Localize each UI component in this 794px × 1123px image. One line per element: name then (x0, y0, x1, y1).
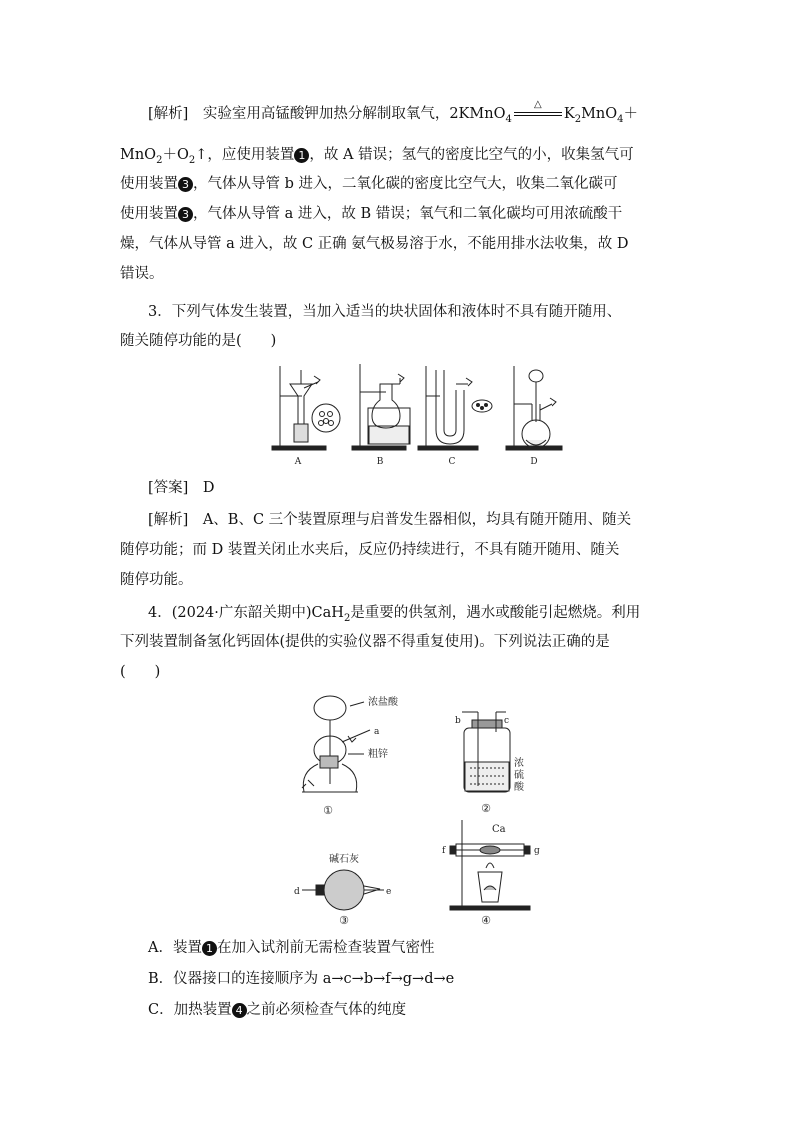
apparatus-label-c: C (448, 457, 456, 467)
question-3-apparatus-figure (268, 360, 568, 470)
circled-number: 3 (178, 177, 193, 192)
question-4-line-1: 4．(2024·广东韶关期中)CaH$_2$是重要的供氢剂，遇水或酸能引起燃烧。利用 (148, 605, 641, 624)
analysis-3-line-3: 随停功能。 (120, 572, 193, 588)
label-device-4: ④ (481, 914, 491, 927)
label-a: a (374, 727, 380, 737)
apparatus-c (418, 366, 492, 450)
apparatus-label-d: D (530, 457, 538, 467)
question-3-line-2: 随关随停功能的是( ) (120, 333, 277, 349)
apparatus-b (352, 364, 410, 450)
label-f: f (442, 846, 446, 856)
circled-number: 1 (294, 148, 309, 163)
device-2-wash-bottle (462, 712, 510, 792)
label-e: e (386, 887, 392, 897)
analysis-1-line-1: [解析] 实验室用高锰酸钾加热分解制取氧气，2KMnO$_4$ △ $K_2MnO_4+$ (148, 99, 639, 125)
analysis-1-line-3: 使用装置 3 ，气体从导管 b 进入，二氧化碳的密度比空气大，收集二氧化碳可 (120, 176, 618, 192)
apparatus-a (272, 366, 340, 450)
label-device-1: ① (323, 804, 333, 817)
label-lime: 碱石灰 (329, 854, 359, 865)
circled-number: 3 (178, 207, 193, 222)
question-4-line-3: ( ) (120, 664, 161, 680)
device-4-heated-tube (450, 820, 530, 910)
label-device-3: ③ (339, 914, 349, 927)
apparatus-label-b: B (376, 457, 384, 467)
apparatus-d (506, 366, 562, 450)
question-3-line-1: 3．下列气体发生装置，当加入适当的块状固体和液体时不具有随开随用、 (148, 304, 622, 320)
question-4-apparatus-figure (290, 692, 550, 928)
label-acid-1: 浓 (514, 758, 524, 769)
analysis-1-line-4: 使用装置 3 ，气体从导管 a 进入，故 B 错误；氧气和二氧化碳均可用浓硫酸干 (120, 206, 623, 222)
label-g: g (534, 846, 540, 856)
heating-equals-sign: △ (514, 107, 562, 121)
label-device-2: ② (481, 802, 491, 815)
question-4-line-2: 下列装置制备氢化钙固体(提供的实验仪器不得重复使用)。下列说法正确的是 (120, 634, 610, 650)
label-acid-2: 硫 (514, 770, 524, 781)
label-b: b (455, 716, 461, 726)
label-ca: Ca (492, 824, 506, 835)
label-zn: 粗锌 (368, 749, 388, 760)
analysis-3-line-2: 随停功能；而 D 装置关闭止水夹后，反应仍持续进行，不具有随开随用、随关 (120, 542, 620, 558)
label-acid-3: 酸 (514, 782, 524, 793)
device-1-kipp-generator (302, 696, 370, 792)
analysis-3-line-1: [解析] A、B、C 三个装置原理与启普发生器相似，均具有随开随用、随关 (148, 512, 632, 528)
analysis-1-line-2: $MnO_2+O_2↑$，应使用装置 1 ，故 A 错误；氢气的密度比空气的小，收集氢气可 (120, 147, 634, 166)
label-d: d (294, 887, 300, 897)
option-a: A．装置 1 在加入试剂前无需检查装置气密性 (148, 940, 435, 956)
answer-3: [答案] D (148, 480, 215, 496)
circled-number: 1 (202, 941, 217, 956)
label-hcl: 浓盐酸 (368, 697, 398, 708)
analysis-1-line-6: 错误。 (120, 266, 164, 282)
label-c: c (504, 716, 510, 726)
analysis-1-line-5: 燥，气体从导管 a 进入，故 C 正确 氨气极易溶于水，不能用排水法收集，故 D (120, 236, 629, 252)
circled-number: 4 (232, 1003, 247, 1018)
device-3-drying-tube (302, 870, 384, 910)
option-b: B．仪器接口的连接顺序为 a→c→b→f→g→d→e (148, 971, 455, 987)
apparatus-label-a: A (294, 457, 302, 467)
option-c: C．加热装置 4 之前必须检查气体的纯度 (148, 1002, 407, 1018)
